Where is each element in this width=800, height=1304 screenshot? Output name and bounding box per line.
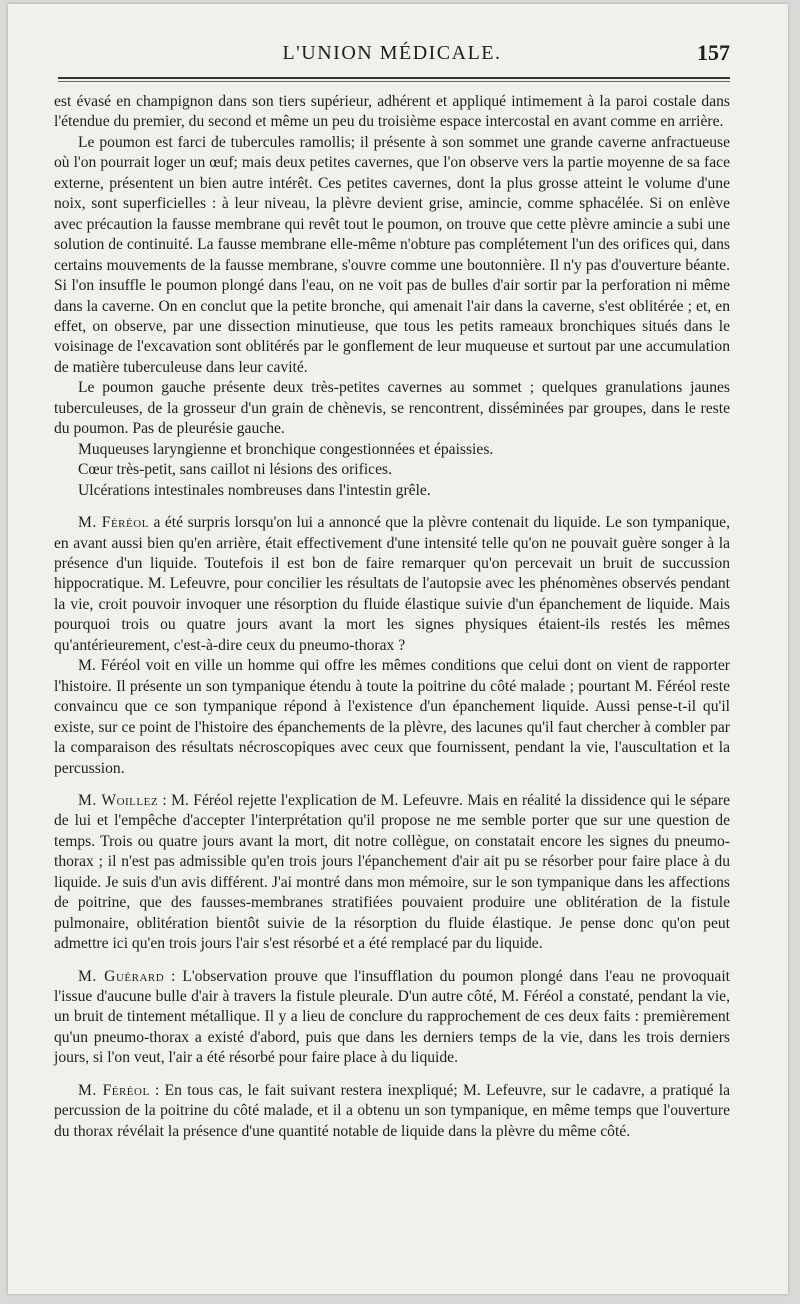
paragraph: est évasé en champignon dans son tiers supérieur, adhérent et appliqué intimement à la paroi costale dans l'étendue du premier, du second et même un peu du troisième espace intercostal en avant comme en arrière. [54, 93, 730, 131]
paragraph: Cœur très-petit, sans caillot ni lésions des orifices. [78, 461, 392, 479]
paragraph: Ulcérations intestinales nombreuses dans l'intestin grêle. [78, 481, 431, 499]
paragraph: Le poumon gauche présente deux très-petites cavernes au sommet ; quelques granulations jaunes tuberculeuses, de la grosseur d'un grain de chènevis, se rencontrent, disséminées par groupes, dans le reste du poumon. Pas de pleurésie gauche. [54, 379, 730, 438]
document-page [8, 4, 788, 1294]
header-rule [58, 77, 730, 79]
paragraph: Le poumon est farci de tubercules ramollis; il présente à son sommet une grande caverne anfractueuse où l'on pourrait loger un œuf; mais deux petites cavernes, que l'on observe vers la partie moyenne de sa face externe, présentent un bien autre intérêt. Ces petites cavernes, dont la plus grosse atteint le volume d'une noix, sont superficielles : à leur niveau, la plèvre devient grise, amincie, comme sphacélée. Si on enlève avec précaution la fausse membrane qui revêt tout le poumon, on trouve que cette plèvre amincie a subi une solution de continuité. La fausse membrane elle-même n'obture pas complétement l'un des orifices qui, dans certains mouvements de la fausse membrane, s'ouvre comme une boutonnière. Il n'y pas d'ouverture béante. Si l'on insuffle le poumon plongé dans l'eau, on ne voit pas de bulles d'air sortir par la perforation ni même dans la caverne. On en conclut que la petite bronche, qui amenait l'air dans la caverne, s'est oblitérée ; et, en effet, on observe, par une dissection minutieuse, que tous les petits rameaux bronchiques situés dans le voisinage de l'excavation sont oblitérés par le gonflement de leur muqueuse et surtout par une accumulation de matière tuberculeuse dans leur cavité. [54, 133, 730, 376]
body-text [54, 92, 730, 1142]
page-number: 157 [697, 40, 730, 65]
speaker-name: M. Guérard [78, 967, 165, 985]
paragraph: M. Féréol a été surpris lorsqu'on lui a annoncé que la plèvre contenait du liquide. Le son tympanique, en avant aussi bien qu'en arrière, était effectivement d'une intensité telle qu'on ne pouvait guère songer à la présence d'un liquide. Toutefois il est bon de faire remarquer qu'on percevait un bruit de succussion hippocratique. M. Lefeuvre, pour concilier les résultats de l'autopsie avec les phénomènes observés pendant la vie, croit pouvoir invoquer une résorption du fluide élastique suivie d'un épanchement de liquide. Mais pourquoi trois ou quatre jours avant la mort les signes physiques étaient-ils restés les mêmes qu'antérieurement, c'est-à-dire ceux du pneumo-thorax ? [54, 514, 730, 654]
paragraph: M. Guérard : L'observation prouve que l'insufflation du poumon plongé dans l'eau ne provoquait l'issue d'aucune bulle d'air à travers la fistule pleurale. D'un autre côté, M. Féréol a constaté, pendant la vie, un bruit de tintement métallique. Il y a lieu de conclure du rapprochement de ces deux faits : premièrement qu'un pneumo-thorax a existé d'abord, puis que dans les derniers temps de la vie, dans les trois derniers jours, si l'on veut, l'air a été résorbé pour faire place à du liquide. [54, 967, 730, 1067]
paragraph: M. Féréol : En tous cas, le fait suivant restera inexpliqué; M. Lefeuvre, sur le cadavre, a pratiqué la percussion de la poitrine du côté malade, et il a obtenu un son tympanique, en même temps que l'ouverture du thorax révélait la présence d'une quantité notable de liquide dans la plèvre du même côté. [54, 1081, 730, 1140]
running-head: L'UNION MÉDICALE. [282, 42, 502, 64]
speaker-name: M. Féréol [78, 514, 149, 532]
paragraph: M. Woillez : M. Féréol rejette l'explication de M. Lefeuvre. Mais en réalité la dissidence qui le sépare de lui et l'empêche d'accepter l'interprétation qu'il propose ne me semble porter que sur une question de temps. Trois ou quatre jours avant la mort, dit notre collègue, on constatait encore les signes du pneumo-thorax ; il n'est pas admissible qu'en trois jours l'épanchement d'air ait pu se résorber pour faire place à du liquide. Je suis d'un avis différent. J'ai montré dans mon mémoire, sur le son tympanique dans les affections de poitrine, que des fausses-membranes stratifiées pouvaient produire une oblitération de la fistule pulmonaire, oblitération bientôt suivie de la résorption du fluide élastique. Je pense donc qu'on peut admettre ici qu'en trois jours l'air s'est résorbé et a été remplacé par du liquide. [54, 791, 730, 953]
header-rule-thin [58, 81, 730, 82]
speaker-name: M. Féréol [78, 1081, 150, 1099]
paragraph: Muqueuses laryngienne et bronchique congestionnées et épaissies. [78, 440, 494, 458]
speaker-name: M. Woillez [78, 791, 159, 809]
page-header [56, 36, 728, 76]
paragraph: M. Féréol voit en ville un homme qui offre les mêmes conditions que celui dont on vient de rapporter l'histoire. Il présente un son tympanique étendu à toute la poitrine du côté malade ; pourtant M. Féréol reste convaincu que ce son tympanique répond à l'existence d'un épanchement liquide. Aussi pense-t-il qu'il existe, sur ce point de l'histoire des épanchements de la plèvre, des lacunes qu'il faut chercher à combler par la comparaison des résultats nécroscopiques avec ceux que fournissent, pendant la vie, l'auscultation et la percussion. [54, 657, 730, 777]
